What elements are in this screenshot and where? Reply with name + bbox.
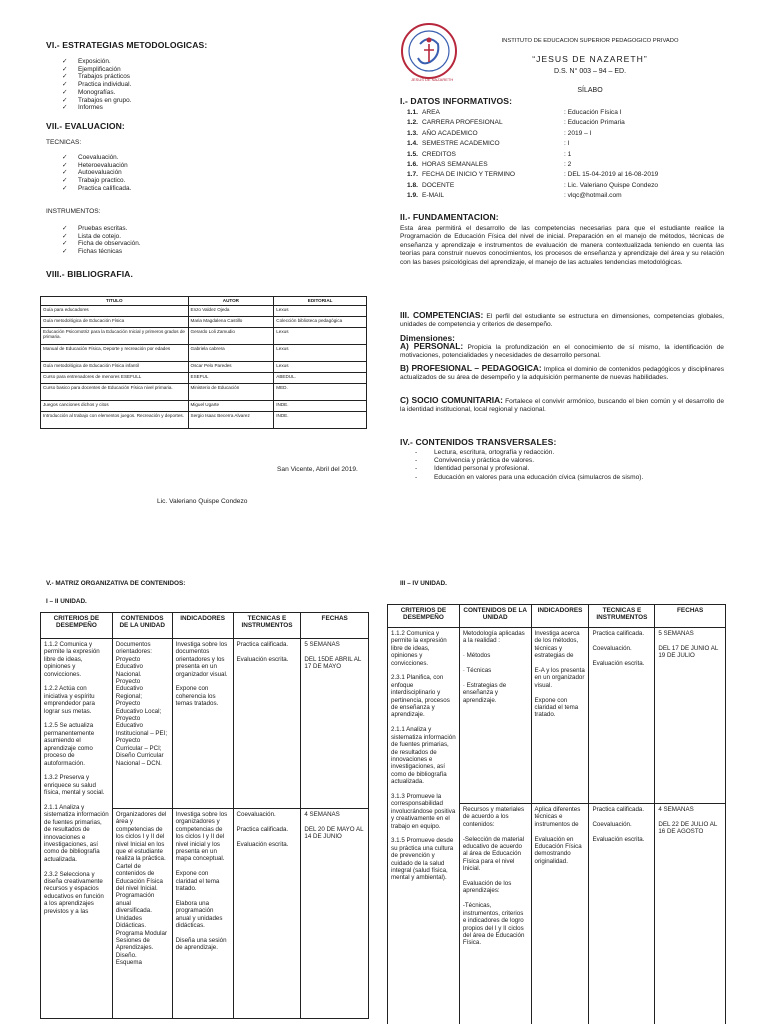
matrix-cell: 1.1.2 Comunica y permite la expresión libre de ideas, opiniones y convicciones. 2.3.1 Planifica, con enfoque interdisciplinario y pertinencia, procesos de enseñanza y aprendizaje. 2.1.1 Analiza y sistematiza información de fuentes primarias, de resultados de innovaciones e investigaciones, así como de bibliografía actualizada. 3.1.3 Promueve la corresponsabilidad involucrándose positiva y creativamente en el trabajo en equipo. 3.1.5 Promueve desde su práctica una cultura de prevención y cuidado de la salud integral (salud física, mental y ambiental). [388, 628, 460, 1024]
bib-cell: ABEDUL. [274, 372, 367, 383]
bibliography-title: VIII.- BIBLIOGRAFIA. [46, 269, 133, 279]
table-row [41, 372, 367, 383]
dim-b-label: B) PROFESIONAL – PEDAGOGICA: [400, 363, 542, 373]
signature-name: Lic. Valeriano Quispe Condezo [157, 498, 248, 505]
datos-number: 1.1. [407, 109, 418, 116]
institute-logo [400, 22, 458, 80]
list-item: ✓ Practica individual. [62, 81, 131, 89]
matrix-title: V.- MATRIZ ORGANIZATIVA DE CONTENIDOS: [46, 580, 186, 587]
bib-header: EDITORIAL [274, 297, 367, 306]
matrix-cell: 4 SEMANAS DEL 22 DE JULIO AL 16 DE AGOSTO [655, 804, 726, 1024]
list-item: - Lectura, escritura, ortografía y redacción. [414, 449, 643, 457]
datos-label: FECHA DE INICIO Y TERMINO [422, 171, 516, 179]
instrumentos-label: INSTRUMENTOS: [46, 208, 101, 215]
matrix-cell: Coevaluación. Practica calificada. Evaluación escrita. [233, 809, 301, 1019]
matrix-header: CRITERIOS DE DESEMPEÑO [388, 605, 460, 628]
list-item: ✓ Lista de cotejo. [62, 233, 141, 241]
decree: D.S. N° 003 – 94 – ED. [553, 68, 627, 75]
bib-cell: Maria Magdalena Castillo [188, 316, 274, 327]
list-item: ✓ Heteroevaluación [62, 162, 131, 170]
bib-cell: Educación Psicomotriz para la Educación Inicial y primeros grados de primaria. [41, 327, 189, 344]
datos-row [402, 181, 658, 191]
datos-number: 1.3. [407, 129, 418, 137]
institute-name: INSTITUTO DE EDUCACION SUPERIOR PEDAGOGICO PRIVADO [501, 38, 679, 44]
dimension-a [400, 342, 724, 361]
datos-row [402, 150, 658, 160]
datos-value: : vlqc@hotmail.com [564, 192, 622, 200]
bib-cell: Sergio Isaac Becerra Alvarez [188, 411, 274, 428]
dimension-b [400, 364, 724, 383]
matrix-cell: Practica calificada. Evaluación escrita. [233, 639, 301, 809]
bib-cell: Lexus [274, 327, 367, 344]
bibliography-table [40, 296, 367, 429]
instrumentos-list [62, 225, 141, 256]
dim-c-label: C) SOCIO COMUNITARIA: [400, 395, 503, 405]
matrix-cell: 5 SEMANAS DEL 17 DE JUNIO AL 19 DE JULIO [655, 628, 726, 804]
list-item: ✓ Informes [62, 104, 131, 112]
datos-value: : I [564, 140, 570, 148]
matrix-cell: Documentos orientadores: Proyecto Educativo Nacional. Proyecto Educativo Regional; Proyecto Educativo Local; Proyecto Educativo Institucional – PEI; Proyecto Curricular – PCI; Diseño Curricular Nacional – DCN. [112, 639, 172, 809]
list-item: ✓ Trabajo practico. [62, 177, 131, 185]
datos-number: 1.2. [407, 119, 418, 127]
matrix-cell: Organizadores del área y competencias de los ciclos I y II del nivel Inicial en los que el estudiante realiza la práctica. Cartel de contenidos de Educación Física del nivel Inicial. Programación anual diversificada. Unidades Didácticas. Programa Modular Sesiones de Aprendizajes. Diseño. Esquema [112, 809, 172, 1019]
datos-row [402, 191, 658, 201]
matrix-cell: Practica calificada. Coevaluación. Evaluación escrita. [589, 804, 655, 1024]
bib-cell: Lexus [274, 305, 367, 316]
datos-number: 1.4. [407, 140, 418, 148]
bib-cell: Enzo Valdez Ojeda [188, 305, 274, 316]
bib-cell: Curso basico para docentes de Educación Física nivel primaria. [41, 383, 189, 400]
list-item: - Convivencia y práctica de valores. [414, 457, 643, 465]
college-name: “JESUS DE NAZARETH” [532, 54, 648, 64]
dimensions-title: Dimensiones: [400, 333, 455, 343]
datos-label: CARRERA PROFESIONAL [422, 119, 503, 127]
matrix-cell: Aplica diferentes técnicas e instrumentos de Evaluación en Educación Física demostrando originalidad. [531, 804, 589, 1024]
datos-row [402, 170, 658, 180]
bib-cell: INDE. [274, 411, 367, 428]
datos-value: : Educación Primaria [564, 119, 625, 127]
datos-number: 1.6. [407, 161, 418, 169]
datos-row [402, 118, 658, 128]
matrix-left-row [41, 639, 369, 809]
matrix-header: CRITERIOS DE DESEMPEÑO [41, 613, 113, 639]
bib-header: AUTOR [188, 297, 274, 306]
bib-cell: Oscar Pelo Paredes [188, 361, 274, 372]
fund-text: Esta área permitirá el desarrollo de las competencias necesarias para que el estudiante realice la Programación de Educación Física del nivel de inicial. Preparación en el manejo de métodos, técnicas de enseñanza y aprendizaje e instrumentos de evaluación de manera contextualizada teniendo en cuenta las teorías para construir nuevos conocimientos, los procesos de enseñanza y aprendizaje del área y su relación con las bases psicológicas del aprendizaje, el manejo de las actuales tendencias metodológicas. [400, 225, 724, 266]
matrix-header: FECHAS [655, 605, 726, 628]
datos-label: CREDITOS [422, 150, 456, 158]
datos-title: I.- DATOS INFORMATIVOS: [400, 96, 513, 106]
logo-caption: JESUS DE NAZARETH [411, 77, 454, 82]
matrix-cell: 5 SEMANAS DEL 15DE ABRIL AL 17 DE MAYO [301, 639, 369, 809]
strategies-title: VI.- ESTRATEGIAS METODOLOGICAS: [46, 40, 208, 50]
datos-value: : 1 [564, 150, 572, 158]
datos-value: : 2 [564, 161, 572, 169]
matrix-left-unit: I – II UNIDAD. [46, 598, 87, 605]
table-row [41, 383, 367, 400]
syllabus-label: SÍLABO [577, 87, 603, 94]
bib-cell: MED. [274, 383, 367, 400]
matrix-header: INDICADORES [172, 613, 233, 639]
datos-number: 1.9. [407, 192, 418, 200]
matrix-right-unit: III – IV UNIDAD. [400, 580, 447, 587]
matrix-header: INDICADORES [531, 605, 589, 628]
matrix-header: CONTENIDOS DE LA UNIDAD [112, 613, 172, 639]
transversal-title: IV.- CONTENIDOS TRANSVERSALES: [400, 437, 557, 447]
list-item: ✓ Coevaluación. [62, 154, 131, 162]
matrix-cell: Recursos y materiales de acuerdo a los contenidos: -Selección de material educativo de acuerdo al área de Educación Física para el nivel Inicial. Evaluación de los aprendizajes: -Técnicas, instrumentos, criterios e indicadores de logro propios del I y II ciclos del área de Educación Física. [459, 804, 531, 1024]
matrix-cell: 1.1.2 Comunica y permite la expresión libre de ideas, opiniones y convicciones. 1.2.2 Actúa con iniciativa y espíritu emprendedor para lograr sus metas. 1.2.5 Se actualiza permanentemente asumiendo el aprendizaje como proceso de autoformación. 1.3.2 Preserva y enriquece su salud física, mental y social. 2.1.1 Analiza y sistematiza información de fuentes primarias, de resultados de innovaciones e investigaciones, así como de bibliografía actualizada. 2.3.2 Selecciona y diseña creativamente recursos y espacios educativos en función a los aprendizajes previstos y a las [41, 639, 113, 1019]
fund-title: II.- FUNDAMENTACION: [400, 212, 499, 222]
bib-cell: ESEFUL [188, 372, 274, 383]
list-item: ✓ Ficha de observación. [62, 240, 141, 248]
list-item: ✓ Autoevaluación [62, 169, 131, 177]
table-row [41, 305, 367, 316]
datos-list [402, 108, 658, 202]
matrix-header: TECNICAS E INSTRUMENTOS [589, 605, 655, 628]
datos-value: : Educación Física I [564, 109, 622, 116]
list-item: ✓ Trabajos en grupo. [62, 97, 131, 105]
list-item: ✓ Pruebas escritas. [62, 225, 141, 233]
comp-text: El perfil del estudiante se estructura en dimensiones, competencias globales, unidades de competencia y criterios de desempeño. [400, 313, 724, 329]
bib-cell: Manual de Educación Física, Deporte y recreación por edades [41, 344, 189, 361]
matrix-cell: Investiga acerca de los métodos, técnicas y estrategias de E-A y los presenta en un organizador visual. Expone con claridad el tema tratado. [531, 628, 589, 804]
datos-label: AÑO ACADEMICO [422, 129, 478, 137]
matrix-cell: Investiga sobre los documentos orientadores y los presenta en un organizador visual. Expone con coherencia los temas tratados. [172, 639, 233, 809]
bib-cell: Lexus [274, 361, 367, 372]
datos-number: 1.8. [407, 181, 418, 189]
bib-cell: Guía metodológica de Educación Física infantil [41, 361, 189, 372]
list-item: ✓ Practica calificada. [62, 185, 131, 193]
table-row [41, 316, 367, 327]
matrix-cell: Practica calificada. Coevaluación. Evaluación escrita. [589, 628, 655, 804]
bib-cell: Introducción al trabajo con elementos juegos. Recreación y deportes. [41, 411, 189, 428]
matrix-left-table [40, 612, 369, 1019]
bib-cell: Gerardo Loli Zamudio [188, 327, 274, 344]
bib-cell: Gabriela cabrera [188, 344, 274, 361]
bib-cell: Ministerio de Educación [188, 383, 274, 400]
dim-b-text: Implica el dominio de contenidos pedagógicos y disciplinares actualizados de su área de desempeño y la adquisición permanente de nuevas habilidades. [400, 366, 725, 382]
datos-value: : DEL 15-04-2019 al 16-08-2019 [564, 171, 659, 179]
bib-cell: Colección biblioteca pedagógica [274, 316, 367, 327]
matrix-right-row [388, 628, 726, 804]
bib-cell: INDE. [274, 400, 367, 411]
datos-row [402, 139, 658, 149]
dim-c-text: Fortalece el convivir armónico, buscando el bien común y el desarrollo de la identidad institucional, local regional y nacional. [400, 398, 724, 414]
datos-label: E-MAIL [422, 192, 444, 200]
table-row [41, 344, 367, 361]
datos-value: : 2019 – I [564, 129, 592, 137]
transversal-list [414, 449, 643, 482]
list-item: ✓ Fichas técnicas [62, 248, 141, 256]
datos-label: AREA [422, 109, 440, 116]
tecnicas-label: TECNICAS: [46, 139, 82, 146]
datos-label: DOCENTE [422, 181, 455, 189]
comp-title: III. COMPETENCIAS: [400, 310, 484, 320]
tecnicas-list [62, 154, 131, 193]
datos-row [402, 108, 658, 118]
matrix-right-table [387, 604, 726, 1024]
bib-cell: Miguel Ugarte [188, 400, 274, 411]
datos-row [402, 129, 658, 139]
datos-value: : Lic. Valeriano Quispe Condezo [564, 181, 659, 189]
bib-cell: Lexus [274, 344, 367, 361]
datos-number: 1.7. [407, 171, 418, 179]
dim-a-label: A) PERSONAL: [400, 341, 464, 351]
evaluation-title: VII.- EVALUACION: [46, 121, 125, 131]
datos-row [402, 160, 658, 170]
matrix-header: CONTENIDOS DE LA UNIDAD [459, 605, 531, 628]
list-item: ✓ Trabajos prácticos [62, 73, 131, 81]
bib-cell: Curso para entrenadores de menores ESEFULL [41, 372, 189, 383]
list-item: ✓ Exposición. [62, 58, 131, 66]
competencias [400, 311, 724, 330]
datos-label: HORAS SEMANALES [422, 161, 488, 169]
strategies-list [62, 58, 131, 112]
matrix-header: FECHAS [301, 613, 369, 639]
matrix-header: TECNICAS E INSTRUMENTOS [233, 613, 301, 639]
datos-number: 1.5. [407, 150, 418, 158]
dimension-c [400, 396, 724, 415]
matrix-cell: 4 SEMANAS DEL 20 DE MAYO AL 14 DE JUNIO [301, 809, 369, 1019]
matrix-cell: Metodología aplicadas a la realidad : · Métodos · Técnicas · Estrategias de enseñanza y aprendizaje. [459, 628, 531, 804]
bib-cell: Guía metodológica de Educación Física [41, 316, 189, 327]
table-row [41, 361, 367, 372]
bib-header: TITULO [41, 297, 189, 306]
dim-a-text: Propicia la profundización en el conocimiento de sí mismo, la identificación de motivaciones, potencialidades y necesidades de desarrollo personal. [400, 344, 724, 360]
list-item: - Identidad personal y profesional. [414, 465, 643, 473]
bib-cell: Juegos canciones dichos y citos [41, 400, 189, 411]
table-row [41, 327, 367, 344]
matrix-cell: Investiga sobre los organizadores y competencias de los ciclos I y II del nivel inicial y los presenta en un mapa conceptual. Expone con claridad el tema tratado. Elabora una programación anual y unidades didácticas. Diseña una sesión de aprendizaje. [172, 809, 233, 1019]
bib-cell: Guía para educadores [41, 305, 189, 316]
table-row [41, 400, 367, 411]
datos-label: SEMESTRE ACADEMICO [422, 140, 500, 148]
list-item: - Educación en valores para una educación cívica (simulacros de sismo). [414, 474, 643, 482]
place-date: San Vicente, Abril del 2019. [277, 466, 358, 473]
list-item: ✓ Monografías. [62, 89, 131, 97]
table-row [41, 411, 367, 428]
list-item: ✓ Ejemplificación [62, 66, 131, 74]
